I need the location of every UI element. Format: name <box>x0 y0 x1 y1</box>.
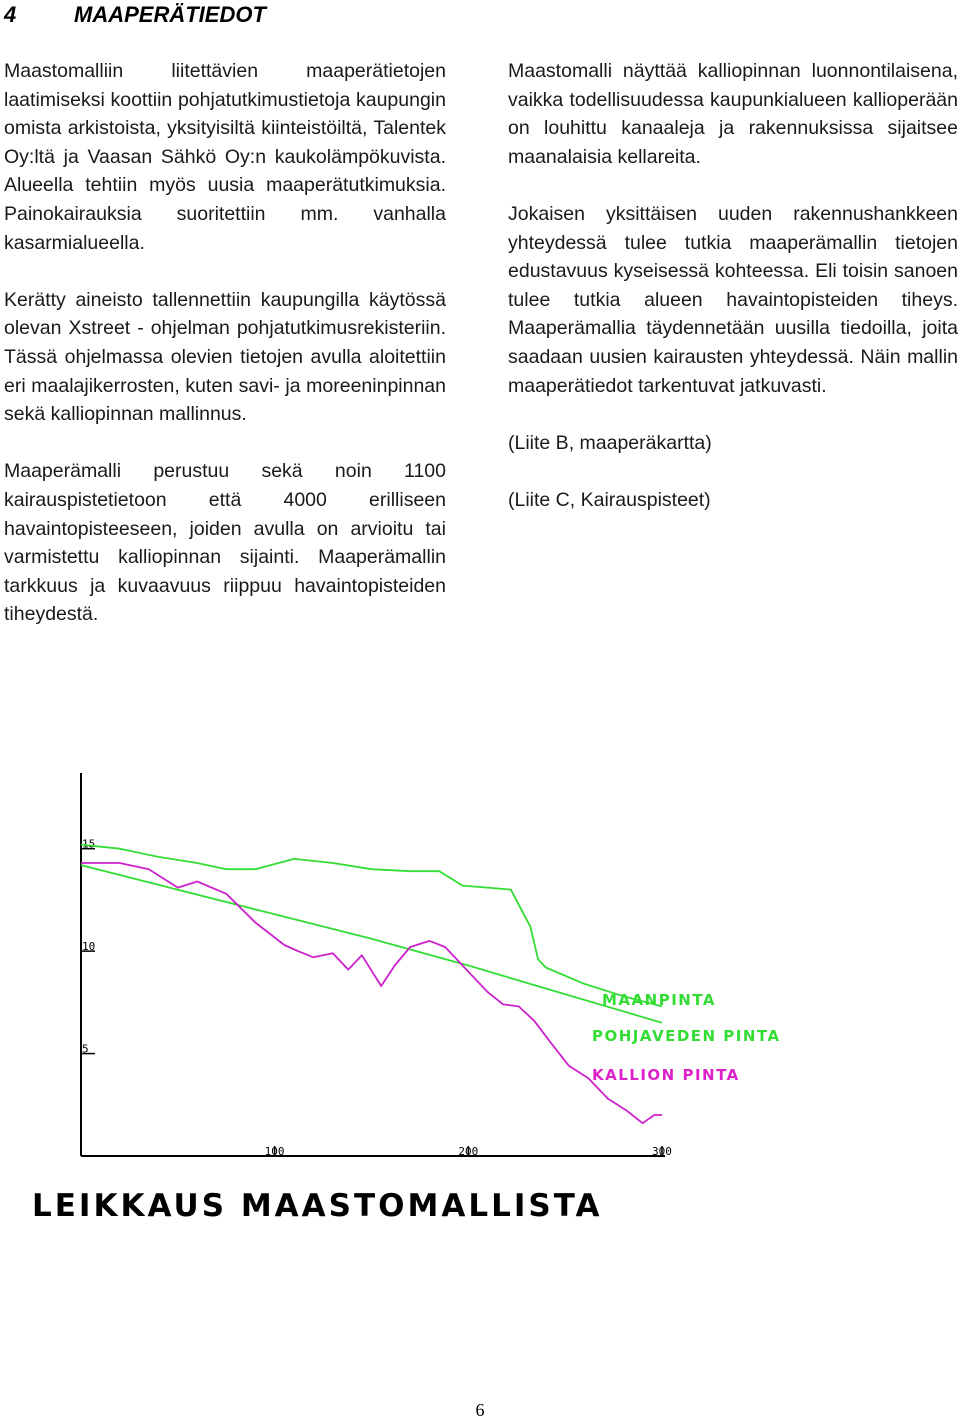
x-tick-label: 100 <box>264 1145 285 1158</box>
paragraph: Maaperämalli perustuu sekä noin 1100 kairauspistetietoon että 4000 erilliseen havaintopisteeseen, joiden avulla on arvioitu tai varmistettu kalliopinnan sijainti. Maaperämallin tarkkuus ja kuvaavuus riippuu havaintopisteiden tiheydestä. <box>4 460 446 626</box>
kallion-pinta-line <box>81 863 662 1123</box>
section-heading <box>4 2 504 32</box>
right-text-column <box>508 57 958 543</box>
paragraph: Jokaisen yksittäisen uuden rakennushankkeen yhteydessä tulee tutkia maaperämallin tietojen edustavuus kyseisessä kohteessa. Eli toisin sanoen tulee tutkia alueen havaintopisteiden tiheys. Maaperämallia täydennetään uusilla tiedoilla, joita saadaan uusien kairausten yhteydessä. Näin mallin maaperätiedot tarkentuvat jatkuvasti. <box>508 202 958 397</box>
paragraph: Maastomalliin liitettävien maaperätietojen laatimiseksi koottiin pohjatutkimustietoja kaupungin omista arkistoista, yksityisiltä kiinteistöiltä, Talentek Oy:ltä ja Vaasan Sähkö Oy:n kaukolämpökuvista. Alueella tehtiin myös uusia maaperätutkimuksia. Painokairauksia suoritettiin mm. vanhalla kasarmialueella. <box>4 60 446 254</box>
y-tick-label: 15 <box>82 837 96 851</box>
figure-title: LEIKKAUS MAASTOMALLISTA <box>32 1188 603 1224</box>
x-tick-label: 200 <box>458 1145 479 1158</box>
section-number: 4 <box>4 2 17 27</box>
pohjaveden-pinta-line <box>81 865 662 1023</box>
section-title: MAAPERÄTIEDOT <box>74 2 266 27</box>
legend-label: POHJAVEDEN PINTA <box>592 1027 781 1045</box>
maanpinta-line <box>81 845 662 1007</box>
paragraph: Kerätty aineisto tallennettiin kaupungilla käytössä olevan Xstreet - ohjelman pohjatutkimusrekisteriin. Tässä ohjelmassa olevien tietojen avulla aloitettiin eri maalajikerrosten, kuten savi- ja moreeninpinnan sekä kalliopinnan mallinnus. <box>4 288 446 426</box>
cross-section-chart <box>78 773 781 1159</box>
x-tick-label: 300 <box>652 1145 672 1158</box>
legend-label: MAANPINTA <box>602 991 717 1009</box>
y-tick-label: 5 <box>82 1042 89 1056</box>
appendix-reference: (Liite C, Kairauspisteet) <box>508 488 711 511</box>
legend-label: KALLION PINTA <box>592 1066 740 1084</box>
page-number: 6 <box>475 1400 485 1420</box>
chart-svg <box>78 773 781 1159</box>
y-tick-label: 10 <box>82 940 96 954</box>
left-text-column <box>4 57 446 657</box>
paragraph: Maastomalli näyttää kalliopinnan luonnontilaisena, vaikka todellisuudessa kaupunkialueen kallioperään on louhittu kanaaleja ja rakennuksissa sijaitsee maanalaisia kellareita. <box>508 60 958 168</box>
appendix-reference: (Liite B, maaperäkartta) <box>508 431 712 454</box>
